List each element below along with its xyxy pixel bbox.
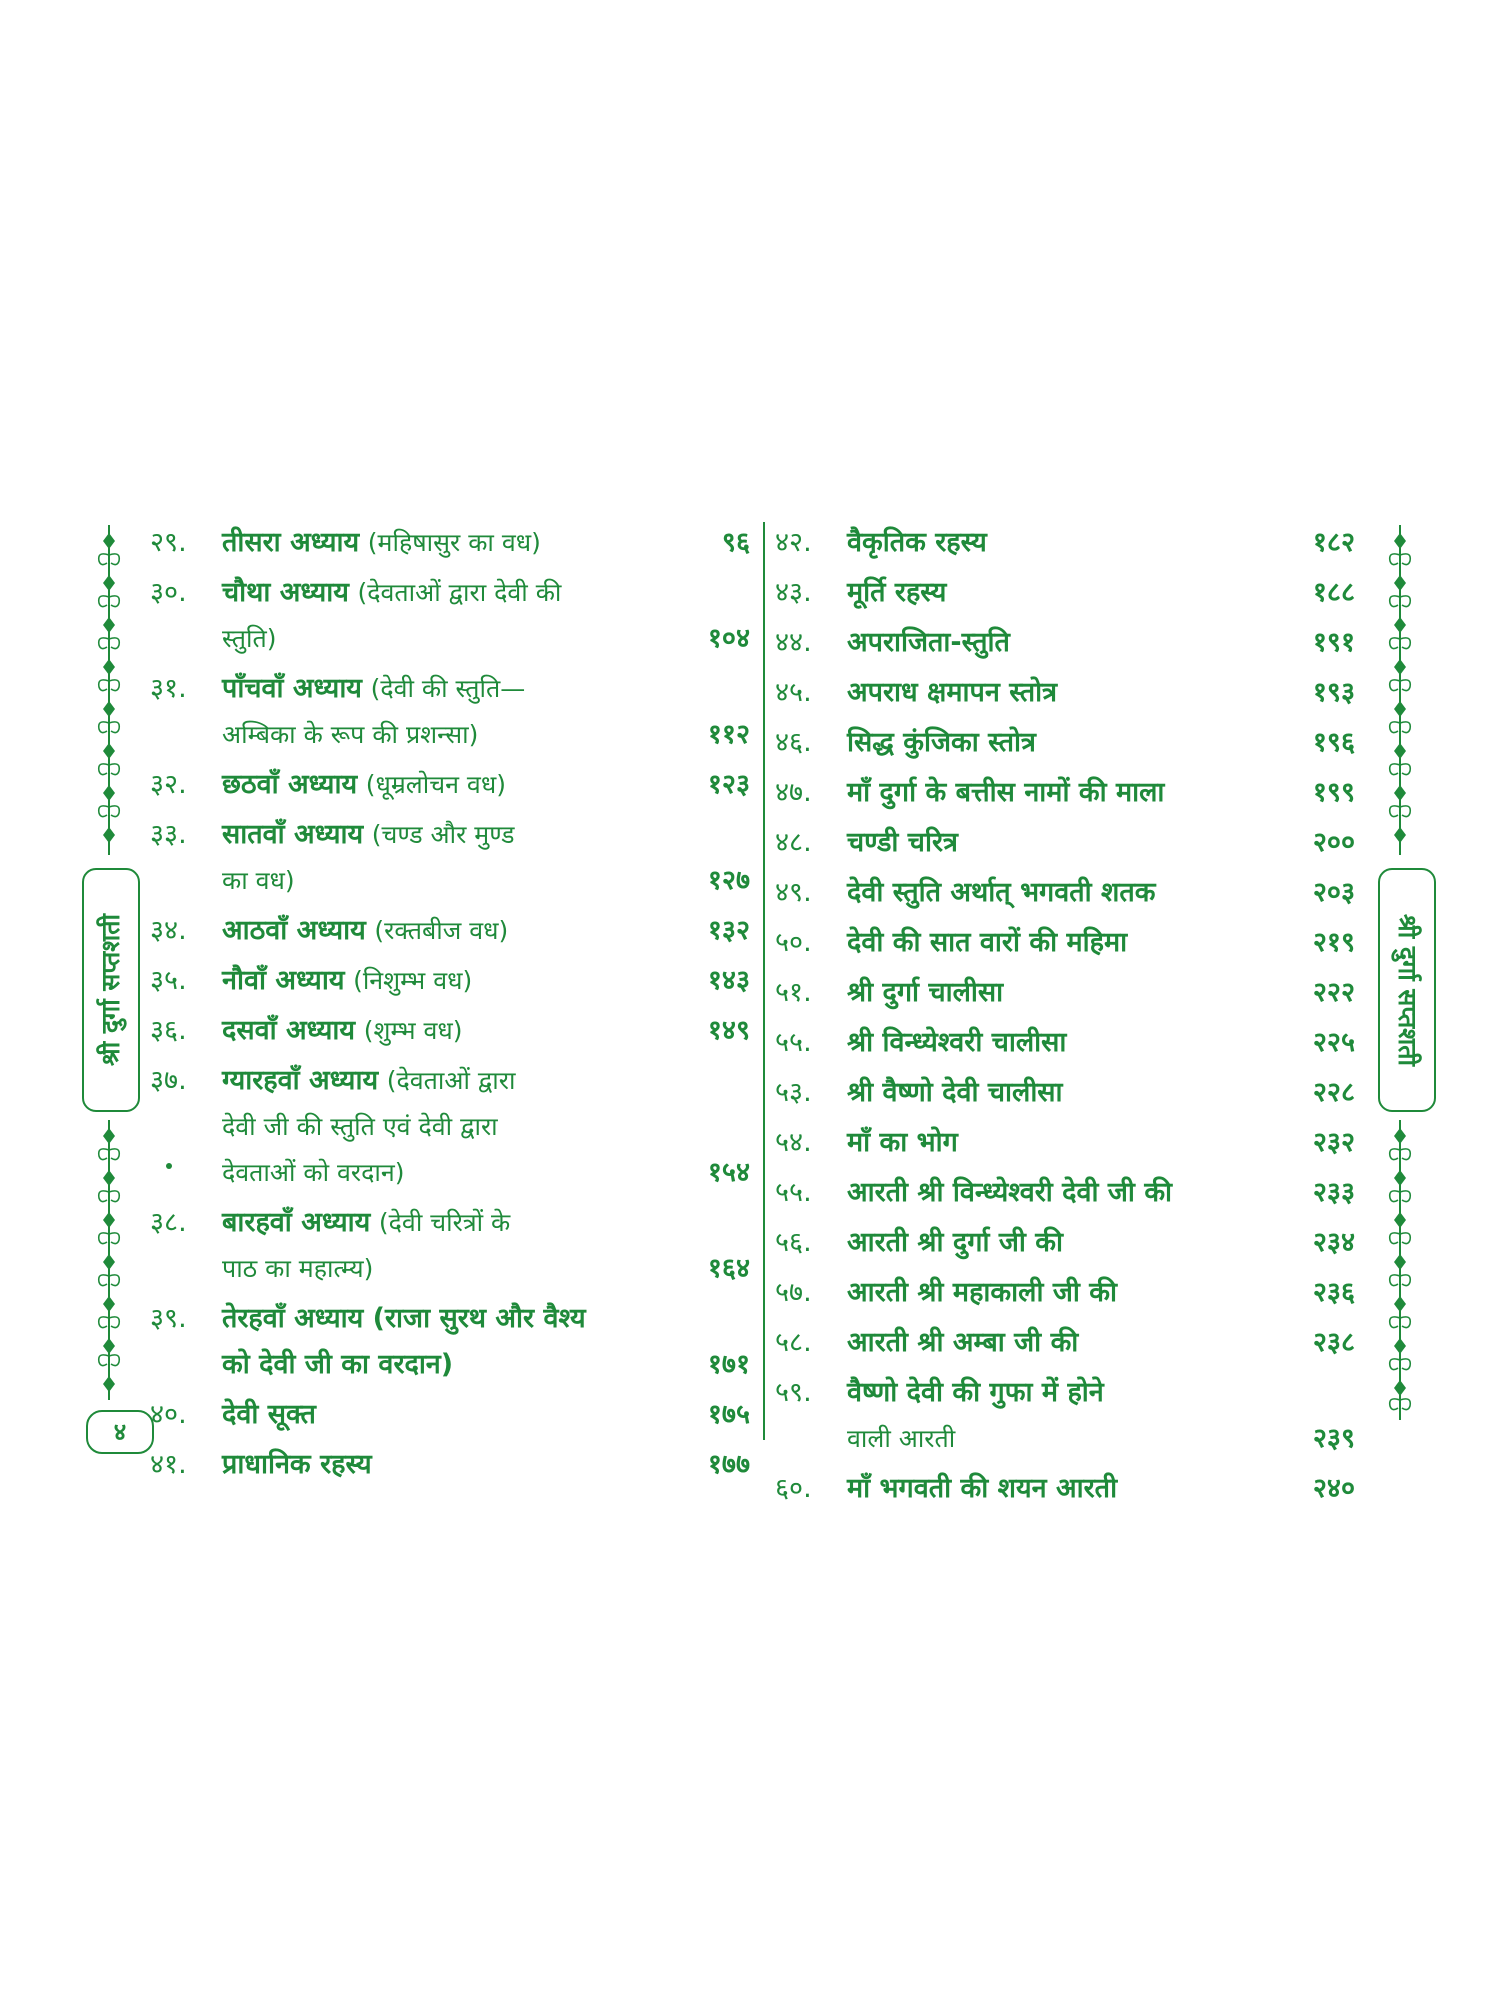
toc-entry [150, 762, 750, 808]
entry-page-number: १९३ [1312, 677, 1355, 708]
entry-title: माँ भगवती की शयन आरती [847, 1473, 1118, 1504]
entry-page-number: ११२ [707, 719, 750, 750]
toc-entry [775, 1370, 1355, 1462]
toc-entry [150, 1392, 750, 1438]
entry-subtitle: (चण्ड और मुण्ड [371, 820, 515, 849]
entry-title-line [847, 1020, 1066, 1066]
toc-left-column [150, 520, 750, 1492]
entry-title: श्री विन्ध्येश्वरी चालीसा [847, 1027, 1067, 1058]
entry-title-line [847, 570, 946, 616]
entry-page-number: १७५ [707, 1399, 750, 1430]
entry-number: ५५. [775, 1177, 812, 1208]
entry-number: ४४. [775, 627, 812, 658]
entry-title: तेरहवाँ अध्याय (राजा सुरथ और वैश्य [222, 1303, 586, 1334]
entry-number: ४२. [775, 527, 812, 558]
entry-number: २९. [150, 527, 187, 558]
entry-number: ४७. [775, 777, 812, 808]
entry-subtitle: (निशुम्भ वध) [353, 966, 473, 995]
page-number-badge: ४ [86, 1410, 154, 1454]
left-vine-top-ornament [92, 525, 126, 855]
entry-page-number: १९१ [1312, 627, 1355, 658]
toc-entry [775, 520, 1355, 566]
entry-title-line [847, 770, 1164, 816]
entry-subtitle: (रक्तबीज वध) [374, 916, 509, 945]
entry-page-number: १२३ [707, 769, 750, 800]
entry-page-number: ९६ [721, 527, 750, 558]
entry-title: पाँचवाँ अध्याय [222, 673, 362, 704]
entry-title-line [847, 1170, 1172, 1216]
entry-number: ४१. [150, 1449, 187, 1480]
entry-page-number: १९६ [1312, 727, 1355, 758]
toc-entry [150, 1058, 750, 1196]
entry-number: ३१. [150, 673, 187, 704]
entry-title: दसवाँ अध्याय [222, 1015, 356, 1046]
entry-title-line [222, 1008, 463, 1054]
toc-entry [150, 666, 750, 758]
entry-page-number: १५४ [707, 1157, 750, 1188]
entry-page-number: २३४ [1312, 1227, 1355, 1258]
entry-title-line [847, 920, 1127, 966]
entry-page-number: २३८ [1312, 1327, 1355, 1358]
entry-number: ३२. [150, 769, 187, 800]
entry-page-number: २२५ [1312, 1027, 1355, 1058]
toc-entry [150, 520, 750, 566]
entry-title: माँ का भोग [847, 1127, 958, 1158]
entry-title-line [847, 670, 1057, 716]
toc-entry [150, 1442, 750, 1488]
entry-number: ३४. [150, 915, 187, 946]
entry-number: ५१. [775, 977, 812, 1008]
entry-title-line [847, 520, 987, 566]
entry-number: ५७. [775, 1277, 812, 1308]
right-vine-bottom-ornament [1383, 1120, 1417, 1420]
entry-title: चण्डी चरित्र [847, 827, 958, 858]
entry-title-continuation: स्तुति) [222, 624, 277, 653]
entry-title-line [222, 1442, 372, 1488]
entry-title-line [847, 870, 1156, 916]
entry-number: ५४. [775, 1127, 812, 1158]
entry-number: ६०. [775, 1473, 812, 1504]
left-vine-bottom-ornament [92, 1120, 126, 1400]
entry-title-line [847, 1120, 958, 1166]
entry-title-continuation: देवी जी की स्तुति एवं देवी द्वारा [222, 1112, 498, 1141]
entry-title-line [847, 1320, 1078, 1366]
entry-title: सिद्ध कुंजिका स्तोत्र [847, 727, 1036, 758]
entry-page-number: २२८ [1312, 1077, 1355, 1108]
entry-title: बारहवाँ अध्याय [222, 1207, 371, 1238]
entry-title: नौवाँ अध्याय [222, 965, 345, 996]
entry-title-continuation: का वध) [222, 866, 295, 895]
entry-subtitle: (शुम्भ वध) [363, 1016, 463, 1045]
entry-title-line [847, 970, 1003, 1016]
entry-number: ५५. [775, 1027, 812, 1058]
entry-number: ५९. [775, 1377, 812, 1408]
entry-title: वैकृतिक रहस्य [847, 527, 987, 558]
entry-title-continuation: अम्बिका के रूप की प्रशन्सा) [222, 720, 479, 749]
entry-title-line [222, 908, 508, 954]
entry-title: आरती श्री महाकाली जी की [847, 1277, 1117, 1308]
toc-entry [775, 820, 1355, 866]
entry-title: ग्यारहवाँ अध्याय [222, 1065, 379, 1096]
entry-page-number: २१९ [1312, 927, 1355, 958]
toc-entry [775, 1070, 1355, 1116]
toc-entry [150, 1200, 750, 1292]
entry-title-line [222, 1296, 586, 1342]
toc-entry [150, 1296, 750, 1388]
toc-entry [775, 1320, 1355, 1366]
entry-page-number: २०० [1312, 827, 1355, 858]
entry-title: आरती श्री दुर्गा जी की [847, 1227, 1064, 1258]
entry-number: ४३. [775, 577, 812, 608]
entry-page-number: १८८ [1312, 577, 1355, 608]
entry-subtitle: (महिषासुर का वध) [367, 528, 541, 557]
entry-title-line [847, 1270, 1117, 1316]
entry-title: छठवाँ अध्याय [222, 769, 358, 800]
entry-number: ५६. [775, 1227, 812, 1258]
entry-title-continuation: वाली आरती [847, 1424, 956, 1453]
entry-page-number: १३२ [707, 915, 750, 946]
entry-title: वैष्णो देवी की गुफा में होने [847, 1377, 1104, 1408]
entry-page-number: १२७ [707, 865, 750, 896]
entry-title: अपराजिता-स्तुति [847, 627, 1010, 658]
toc-entry [775, 770, 1355, 816]
entry-title-line [847, 1070, 1063, 1116]
entry-title-line [222, 1392, 316, 1438]
side-title-left [82, 868, 140, 1112]
entry-number: ३३. [150, 819, 187, 850]
entry-number: ३७. [150, 1065, 187, 1096]
entry-page-number: २३२ [1312, 1127, 1355, 1158]
toc-entry [775, 670, 1355, 716]
entry-page-number: २३३ [1312, 1177, 1355, 1208]
entry-number: ३६. [150, 1015, 187, 1046]
entry-title-continuation: को देवी जी का वरदान) [222, 1349, 454, 1380]
entry-title-line [847, 820, 958, 866]
toc-entry [775, 620, 1355, 666]
entry-title: आरती श्री विन्ध्येश्वरी देवी जी की [847, 1177, 1173, 1208]
entry-title: आठवाँ अध्याय [222, 915, 366, 946]
toc-entry [775, 970, 1355, 1016]
entry-page-number: २४० [1312, 1473, 1355, 1504]
entry-page-number: २३९ [1312, 1423, 1355, 1454]
entry-page-number: १६४ [707, 1253, 750, 1284]
toc-entry [775, 1020, 1355, 1066]
side-title-right-text: श्री दुर्गा सप्तशती [1393, 914, 1422, 1066]
toc-entry [775, 1120, 1355, 1166]
entry-number: ३०. [150, 577, 187, 608]
entry-number: ४९. [775, 877, 812, 908]
entry-title: देवी की सात वारों की महिमा [847, 927, 1128, 958]
entry-title: प्राधानिक रहस्य [222, 1449, 372, 1480]
entry-title-line [847, 1220, 1063, 1266]
entry-number: ५०. [775, 927, 812, 958]
entry-title-continuation: देवताओं को वरदान) [222, 1158, 405, 1187]
side-title-right [1378, 868, 1436, 1112]
right-vine-top-ornament [1383, 525, 1417, 855]
toc-entry [775, 1220, 1355, 1266]
toc-entry [150, 1008, 750, 1054]
entry-title-line [222, 1200, 510, 1246]
toc-entry [775, 1170, 1355, 1216]
entry-title-line [847, 1370, 1104, 1416]
entry-page-number: १४९ [707, 1015, 750, 1046]
entry-title-line [222, 520, 541, 566]
entry-title-line [847, 620, 1010, 666]
entry-title-line [222, 666, 525, 712]
entry-page-number: १८२ [1312, 527, 1355, 558]
entry-subtitle: (देवी चरित्रों के [378, 1208, 511, 1237]
entry-subtitle: (देवताओं द्वारा देवी की [357, 578, 562, 607]
entry-title-line [847, 720, 1036, 766]
entry-title: श्री वैष्णो देवी चालीसा [847, 1077, 1063, 1108]
entry-number: ३५. [150, 965, 187, 996]
side-title-left-text: श्री दुर्गा सप्तशती [96, 914, 125, 1066]
entry-number: ३८. [150, 1207, 187, 1238]
entry-title-line [222, 1058, 515, 1104]
entry-title: देवी सूक्त [222, 1399, 316, 1430]
entry-title-line [222, 812, 515, 858]
entry-title: श्री दुर्गा चालीसा [847, 977, 1004, 1008]
toc-entry [775, 920, 1355, 966]
entry-subtitle: (धूम्रलोचन वध) [365, 770, 506, 799]
entry-title: माँ दुर्गा के बत्तीस नामों की माला [847, 777, 1165, 808]
entry-title-line [847, 1466, 1117, 1512]
entry-page-number: १७७ [707, 1449, 750, 1480]
toc-entry [775, 720, 1355, 766]
entry-number: ४०. [150, 1399, 187, 1430]
toc-right-column [775, 520, 1355, 1516]
entry-number: ४६. [775, 727, 812, 758]
toc-entry [150, 570, 750, 662]
entry-title-line [222, 958, 472, 1004]
entry-page-number: २०३ [1312, 877, 1355, 908]
entry-title: आरती श्री अम्बा जी की [847, 1327, 1079, 1358]
entry-page-number: १४३ [707, 965, 750, 996]
toc-entry [775, 870, 1355, 916]
entry-page-number: २३६ [1312, 1277, 1355, 1308]
entry-title: देवी स्तुति अर्थात् भगवती शतक [847, 877, 1156, 908]
entry-title-line [222, 762, 506, 808]
entry-number: ४५. [775, 677, 812, 708]
entry-title-continuation: पाठ का महात्म्य) [222, 1254, 374, 1283]
entry-title: सातवाँ अध्याय [222, 819, 364, 850]
entry-page-number: १७१ [707, 1349, 750, 1380]
toc-entry [150, 958, 750, 1004]
entry-number: ४८. [775, 827, 812, 858]
entry-title: चौथा अध्याय [222, 577, 349, 608]
toc-entry [150, 908, 750, 954]
column-divider [763, 522, 765, 1440]
entry-number: ५३. [775, 1077, 812, 1108]
entry-number: ५८. [775, 1327, 812, 1358]
entry-title: तीसरा अध्याय [222, 527, 360, 558]
entry-page-number: २२२ [1312, 977, 1355, 1008]
entry-number: ३९. [150, 1303, 187, 1334]
entry-page-number: १९९ [1312, 777, 1355, 808]
entry-title: अपराध क्षमापन स्तोत्र [847, 677, 1058, 708]
entry-subtitle: (देवी की स्तुति— [370, 674, 526, 703]
toc-entry [775, 570, 1355, 616]
entry-subtitle: (देवताओं द्वारा [386, 1066, 516, 1095]
entry-title-line [222, 570, 561, 616]
toc-entry [775, 1270, 1355, 1316]
toc-entry [150, 812, 750, 904]
toc-entry [775, 1466, 1355, 1512]
entry-page-number: १०४ [707, 623, 750, 654]
entry-title: मूर्ति रहस्य [847, 577, 947, 608]
